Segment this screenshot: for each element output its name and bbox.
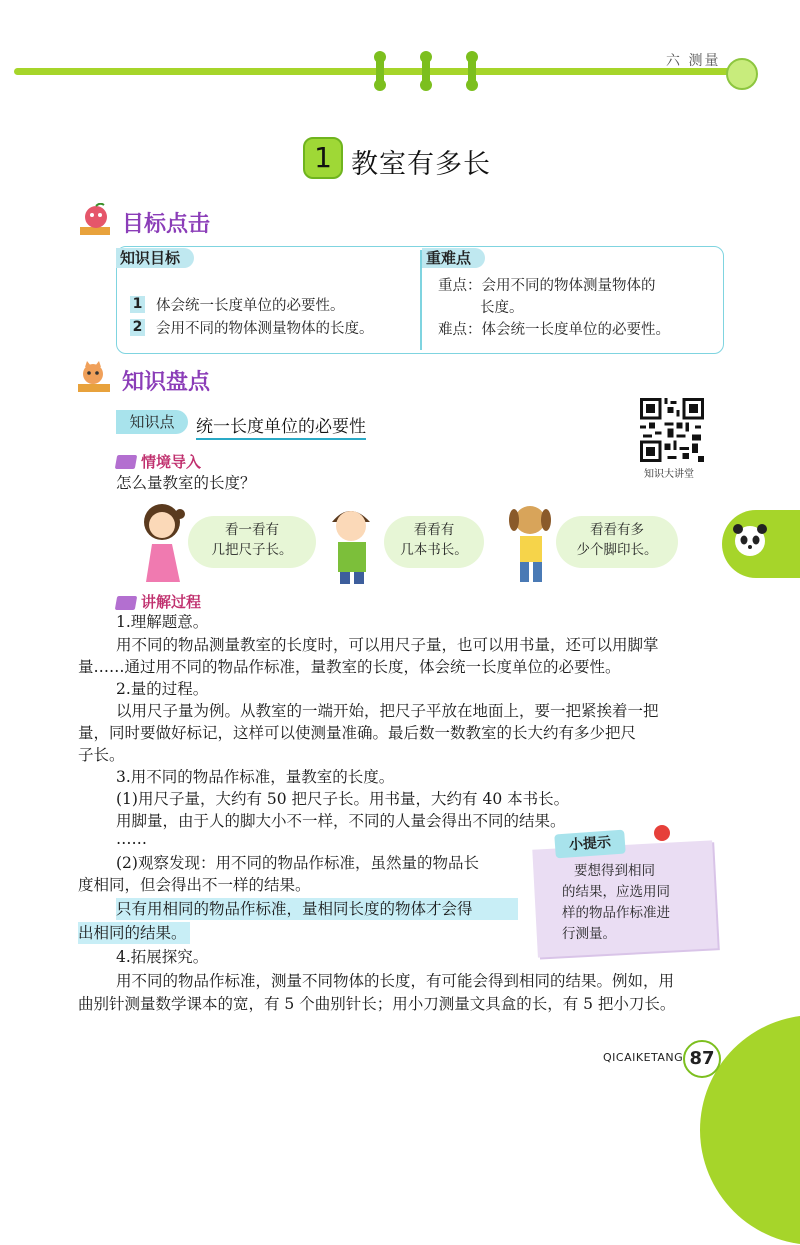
- pushpin-icon: [654, 825, 670, 841]
- paragraph-heading: 2.量的过程。: [116, 680, 209, 698]
- corner-mascot-icon: [726, 58, 758, 90]
- speech-bubble: [188, 516, 316, 568]
- section-title-review: 知识盘点: [122, 370, 211, 395]
- binder-ring-icon: [376, 55, 384, 87]
- boy-character-icon: [318, 500, 388, 585]
- subsection-title-intro: 情境导入: [141, 453, 202, 471]
- key-point-text: 重点：会用不同的物体测量物体的: [438, 278, 656, 294]
- binder-ring-icon: [468, 55, 476, 87]
- objective-text: 体会统一长度单位的必要性。: [156, 298, 345, 314]
- apple-mascot-icon: [78, 203, 116, 237]
- paragraph-line: ……: [116, 830, 147, 848]
- tip-line: 要想得到相同: [574, 863, 655, 879]
- paragraph-heading: 3.用不同的物品作标准，量教室的长度。: [116, 768, 395, 786]
- difficulty-header: 重难点: [422, 248, 485, 268]
- speech-bubble: [556, 516, 678, 568]
- bubble-line: 少个脚印长。: [576, 542, 658, 558]
- bubble-line: 几本书长。: [400, 542, 468, 558]
- qr-caption: 知识大讲堂: [644, 469, 694, 480]
- knowledge-point-title: 统一长度单位的必要性: [196, 412, 366, 440]
- paragraph-line: 用不同的物品测量教室的长度时，可以用尺子量，也可以用书量，还可以用脚掌: [116, 636, 659, 654]
- bubble-line: 看一看有: [225, 522, 279, 538]
- paragraph-line: (1)用尺子量，大约有 50 把尺子长。用书量，大约有 40 本书长。: [116, 790, 570, 808]
- chapter-label: 六 测量: [666, 53, 721, 69]
- dog-character-icon: [500, 500, 560, 585]
- tip-text: [562, 861, 702, 945]
- conclusion-highlight: 出相同的结果。: [78, 922, 190, 944]
- paragraph-line: (2)观察发现：用不同的物品作标准，虽然量的物品长: [116, 854, 479, 872]
- paragraph-line: 曲别针测量数学课本的宽，有 5 个曲别针长；用小刀测量文具盒的长，有 5 把小刀长。: [78, 995, 676, 1013]
- tip-line: 行测量。: [562, 926, 616, 942]
- qr-code-icon[interactable]: [640, 398, 704, 462]
- objective-text: 会用不同的物体测量物体的长度。: [156, 321, 374, 337]
- paragraph-line: 量……通过用不同的物品作标准，量教室的长度，体会统一长度单位的必要性。: [78, 658, 621, 676]
- paragraph-line: 用脚量，由于人的脚大小不一样，不同的人量会得出不同的结果。: [116, 812, 566, 830]
- paragraph-heading: 4.拓展探究。: [116, 948, 209, 966]
- tip-line: 样的物品作标准进: [562, 905, 670, 921]
- knowledge-goal-header: 知识目标: [116, 248, 194, 268]
- paragraph-line: 量，同时要做好标记，这样可以使测量准确。最后数一数教室的长大约有多少把尺: [78, 724, 637, 742]
- book-icon: [115, 455, 137, 469]
- difficult-point-text: 难点：体会统一长度单位的必要性。: [438, 322, 670, 338]
- objective-number: 2: [130, 319, 145, 336]
- cat-mascot-icon: [76, 360, 114, 394]
- panda-icon: [730, 520, 770, 560]
- section-title-targets: 目标点击: [122, 212, 211, 237]
- paragraph-line: 用不同的物品作标准，测量不同物体的长度，有可能会得到相同的结果。例如，用: [116, 972, 675, 990]
- conclusion-highlight: 只有用相同的物品作标准，量相同长度的物体才会得: [116, 898, 518, 920]
- subsection-title-explain: 讲解过程: [141, 593, 202, 611]
- bubble-line: 看看有: [413, 522, 455, 538]
- paragraph-line: 以用尺子量为例。从教室的一端开始，把尺子平放在地面上，要一把紧挨着一把: [116, 702, 659, 720]
- objective-number: 1: [130, 296, 145, 313]
- paragraph-line: 子长。: [78, 746, 125, 764]
- binder-ring-icon: [422, 55, 430, 87]
- paragraph-heading: 1.理解题意。: [116, 613, 209, 631]
- paragraph-line: 度相同，但会得出不一样的结果。: [78, 876, 311, 894]
- speech-bubble: [384, 516, 484, 568]
- key-point-text-cont: 长度。: [480, 300, 524, 316]
- footer-brand: QICAIKETANG: [603, 1051, 684, 1064]
- knowledge-point-label: 知识点: [116, 410, 188, 434]
- intro-question: 怎么量教室的长度？: [116, 474, 256, 492]
- bubble-line: 几把尺子长。: [211, 542, 293, 558]
- book-icon: [115, 596, 137, 610]
- page-number: 87: [683, 1040, 721, 1078]
- bubble-line: 看看有多: [590, 522, 644, 538]
- tip-header: 小提示: [554, 830, 626, 859]
- tip-line: 的结果，应选用同: [562, 884, 670, 900]
- page-title: 教室有多长: [351, 149, 491, 180]
- lesson-number-badge: 1: [303, 137, 343, 179]
